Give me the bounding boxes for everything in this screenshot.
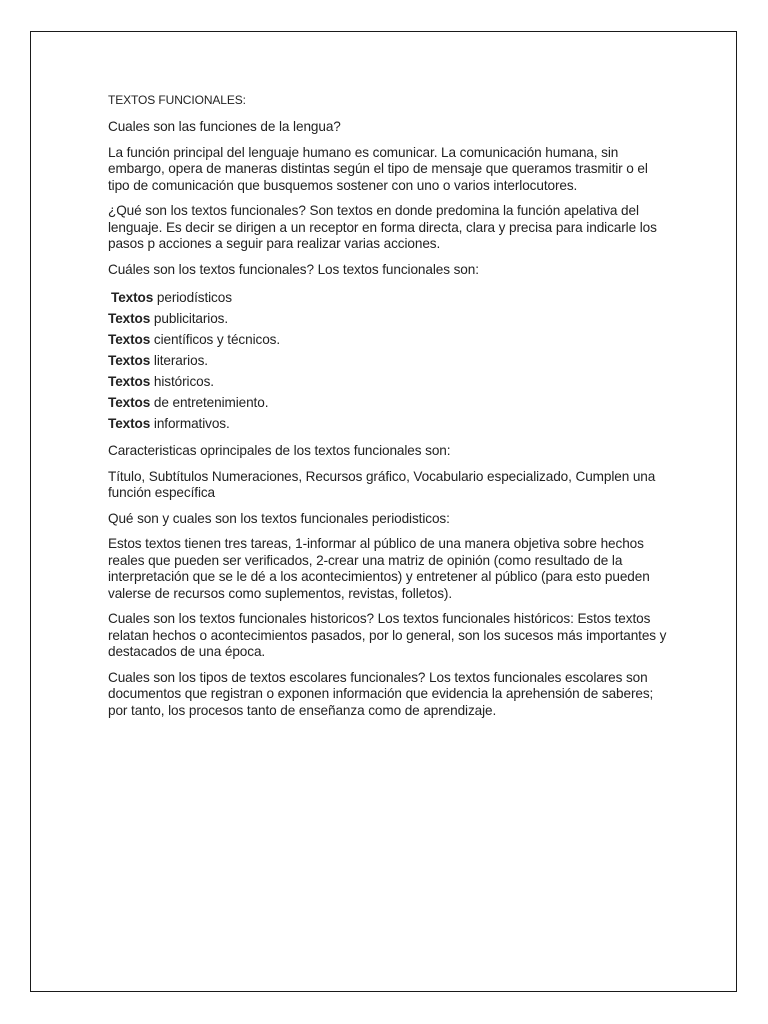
list-item-text: científicos y técnicos.: [150, 332, 281, 347]
list-item: [108, 413, 668, 434]
list-item-text: históricos.: [150, 374, 214, 389]
list-item: [108, 329, 668, 350]
question-which-are: Cuáles son los textos funcionales? Los textos funcionales son:: [108, 261, 479, 277]
list-item-bold: Textos: [108, 416, 151, 431]
document-title: TEXTOS FUNCIONALES:: [108, 93, 246, 107]
question-characteristics: Caracteristicas oprincipales de los textos funcionales son:: [108, 443, 451, 458]
list-item-text: de entretenimiento.: [150, 395, 269, 410]
paragraph-periodistic: Estos textos tienen tres tareas, 1-informar al público de una manera objetiva sobre hechos reales que pueden ser verificados, 2-crear una matriz de opinión (como resultado de la interpretación que se le dé a los acontecimientos) y entretener al público (para esto pueden valerse de recursos como suplementos, revistas, folletos).: [108, 536, 650, 601]
list-item-bold: Textos: [108, 332, 151, 347]
document-page: [30, 31, 737, 992]
list-item: [108, 287, 668, 308]
document-body: [108, 93, 668, 728]
list-item-bold: Textos: [108, 374, 151, 389]
text-types-list: [108, 287, 668, 434]
list-item-text: informativos.: [150, 416, 230, 431]
list-item-bold: Textos: [108, 311, 151, 326]
paragraph-what-are: ¿Qué son los textos funcionales? Son textos en donde predomina la función apelativa del lenguaje. Es decir se dirigen a un receptor en forma directa, clara y precisa para indicarle los pasos p acciones a seguir para realizar varias acciones.: [108, 203, 657, 251]
list-item-text: literarios.: [150, 353, 208, 368]
list-item-bold: Textos: [111, 290, 154, 305]
list-item: [108, 308, 668, 329]
list-item-bold: Textos: [108, 353, 151, 368]
list-item-text: periodísticos: [153, 290, 232, 305]
list-item-text: publicitarios.: [150, 311, 229, 326]
question-functions: Cuales son las funciones de la lengua?: [108, 119, 341, 134]
paragraph-school: Cuales son los tipos de textos escolares funcionales? Los textos funcionales escolares son documentos que registran o exponen información que evidencia la aprehensión de saberes; por tanto, los procesos tanto de enseñanza como de aprendizaje.: [108, 669, 654, 718]
list-item: [108, 371, 668, 392]
paragraph-historic: Cuales son los textos funcionales historicos? Los textos funcionales históricos: Estos textos relatan hechos o acontecimientos pasados, por lo general, son los sucesos más importantes y destacados de una época.: [108, 611, 667, 659]
list-item-bold: Textos: [108, 395, 151, 410]
list-item: [108, 392, 668, 413]
list-item: [108, 350, 668, 371]
paragraph-characteristics: Título, Subtítulos Numeraciones, Recursos gráfico, Vocabulario especializado, Cumplen una función específica: [108, 468, 656, 500]
question-periodistic: Qué son y cuales son los textos funcionales periodisticos:: [108, 510, 450, 526]
paragraph-main-function: La función principal del lenguaje humano es comunicar. La comunicación humana, sin embargo, opera de maneras distintas según el tipo de mensaje que queramos trasmitir o el tipo de comunicación que busquemos sostener con uno o varios interlocutores.: [108, 144, 648, 193]
